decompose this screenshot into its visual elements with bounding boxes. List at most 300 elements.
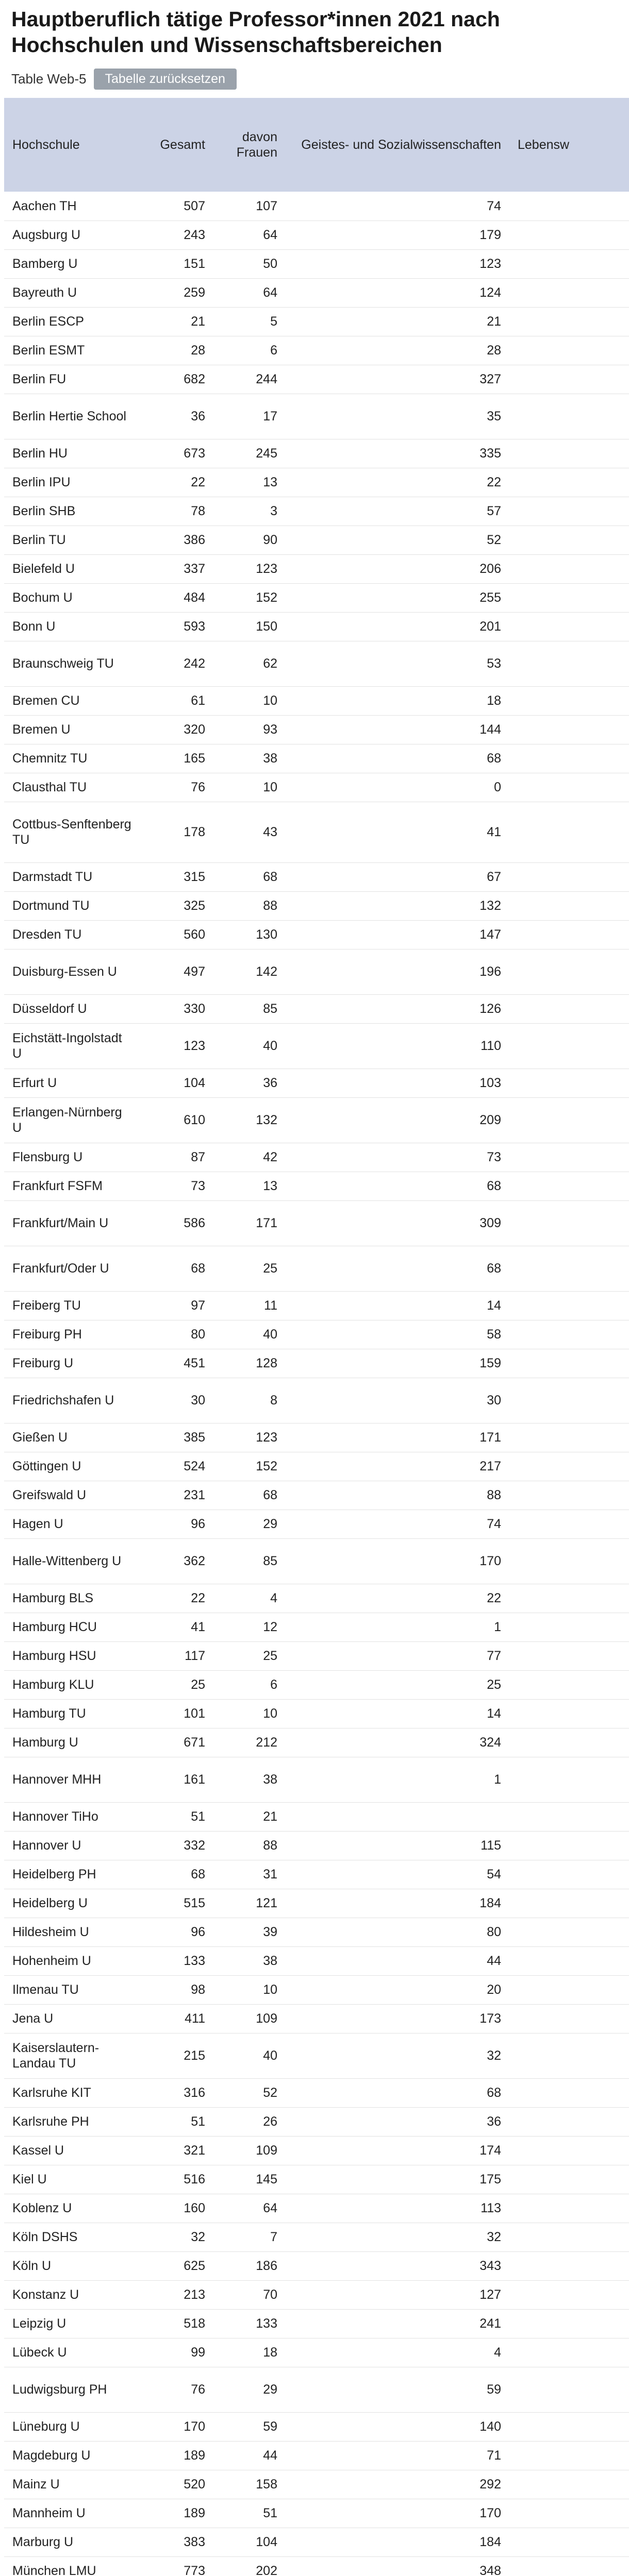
column-header-frauen[interactable]: davon Frauen bbox=[213, 98, 286, 192]
cell-geistes-sozial: 292 bbox=[286, 2470, 509, 2499]
cell-gesamt: 22 bbox=[141, 1584, 213, 1613]
cell-gesamt: 213 bbox=[141, 2280, 213, 2309]
table-row bbox=[4, 2338, 629, 2367]
cell-hochschule: Kiel U bbox=[4, 2165, 141, 2194]
cell-lebenswissenschaften bbox=[509, 1946, 629, 1975]
cell-geistes-sozial: 14 bbox=[286, 1291, 509, 1320]
cell-frauen: 12 bbox=[213, 1613, 286, 1641]
cell-hochschule: Berlin ESCP bbox=[4, 307, 141, 336]
cell-hochschule: Hohenheim U bbox=[4, 1946, 141, 1975]
cell-hochschule: Hamburg HCU bbox=[4, 1613, 141, 1641]
cell-geistes-sozial: 124 bbox=[286, 278, 509, 307]
cell-geistes-sozial: 0 bbox=[286, 773, 509, 802]
cell-frauen: 6 bbox=[213, 1670, 286, 1699]
cell-hochschule: Erlangen-Nürnberg U bbox=[4, 1097, 141, 1143]
cell-frauen: 104 bbox=[213, 2528, 286, 2556]
cell-geistes-sozial: 206 bbox=[286, 554, 509, 583]
cell-frauen: 21 bbox=[213, 1802, 286, 1831]
table-row bbox=[4, 2004, 629, 2033]
cell-hochschule: Mainz U bbox=[4, 2470, 141, 2499]
cell-frauen: 10 bbox=[213, 773, 286, 802]
cell-lebenswissenschaften bbox=[509, 336, 629, 365]
cell-gesamt: 80 bbox=[141, 1320, 213, 1349]
table-row bbox=[4, 583, 629, 612]
cell-geistes-sozial: 196 bbox=[286, 949, 509, 994]
cell-frauen: 26 bbox=[213, 2107, 286, 2136]
cell-geistes-sozial: 144 bbox=[286, 715, 509, 744]
cell-gesamt: 98 bbox=[141, 1975, 213, 2004]
cell-frauen: 59 bbox=[213, 2412, 286, 2441]
table-row bbox=[4, 1613, 629, 1641]
table-row bbox=[4, 1172, 629, 1200]
table-row bbox=[4, 1670, 629, 1699]
cell-gesamt: 51 bbox=[141, 2107, 213, 2136]
cell-gesamt: 451 bbox=[141, 1349, 213, 1378]
table-body bbox=[4, 192, 629, 2576]
cell-gesamt: 383 bbox=[141, 2528, 213, 2556]
table-meta bbox=[11, 66, 237, 92]
cell-hochschule: Leipzig U bbox=[4, 2309, 141, 2338]
cell-frauen: 64 bbox=[213, 2194, 286, 2223]
table-row bbox=[4, 221, 629, 249]
table-row bbox=[4, 2528, 629, 2556]
cell-frauen: 52 bbox=[213, 2078, 286, 2107]
cell-lebenswissenschaften bbox=[509, 2556, 629, 2576]
cell-frauen: 64 bbox=[213, 221, 286, 249]
table-row bbox=[4, 773, 629, 802]
cell-lebenswissenschaften bbox=[509, 686, 629, 715]
cell-hochschule: Friedrichshafen U bbox=[4, 1378, 141, 1423]
cell-frauen: 68 bbox=[213, 1481, 286, 1510]
cell-hochschule: Darmstadt TU bbox=[4, 862, 141, 891]
table-row bbox=[4, 526, 629, 554]
cell-geistes-sozial: 30 bbox=[286, 1378, 509, 1423]
table-row bbox=[4, 2033, 629, 2078]
cell-lebenswissenschaften bbox=[509, 2223, 629, 2251]
cell-hochschule: Bremen CU bbox=[4, 686, 141, 715]
table-row bbox=[4, 336, 629, 365]
cell-hochschule: Marburg U bbox=[4, 2528, 141, 2556]
cell-gesamt: 76 bbox=[141, 2367, 213, 2412]
cell-gesamt: 507 bbox=[141, 192, 213, 221]
cell-hochschule: Greifswald U bbox=[4, 1481, 141, 1510]
cell-gesamt: 671 bbox=[141, 1728, 213, 1757]
column-header-gesamt[interactable]: Gesamt bbox=[141, 98, 213, 192]
cell-geistes-sozial: 57 bbox=[286, 497, 509, 526]
cell-frauen: 212 bbox=[213, 1728, 286, 1757]
cell-frauen: 10 bbox=[213, 1699, 286, 1728]
cell-frauen: 132 bbox=[213, 1097, 286, 1143]
cell-lebenswissenschaften bbox=[509, 2338, 629, 2367]
cell-lebenswissenschaften bbox=[509, 1481, 629, 1510]
cell-gesamt: 215 bbox=[141, 2033, 213, 2078]
cell-hochschule: Bonn U bbox=[4, 612, 141, 641]
column-header-hochschule[interactable]: Hochschule bbox=[4, 98, 141, 192]
table-row bbox=[4, 2223, 629, 2251]
cell-gesamt: 101 bbox=[141, 1699, 213, 1728]
cell-frauen: 43 bbox=[213, 802, 286, 862]
cell-hochschule: Berlin IPU bbox=[4, 468, 141, 497]
cell-gesamt: 76 bbox=[141, 773, 213, 802]
cell-lebenswissenschaften bbox=[509, 1200, 629, 1246]
cell-hochschule: Freiburg U bbox=[4, 1349, 141, 1378]
cell-lebenswissenschaften bbox=[509, 1889, 629, 1918]
table-row bbox=[4, 1831, 629, 1860]
cell-gesamt: 97 bbox=[141, 1291, 213, 1320]
cell-lebenswissenschaften bbox=[509, 2367, 629, 2412]
cell-hochschule: Heidelberg U bbox=[4, 1889, 141, 1918]
table-label: Table Web-5 bbox=[11, 71, 87, 87]
table-row bbox=[4, 278, 629, 307]
cell-geistes-sozial: 52 bbox=[286, 526, 509, 554]
cell-gesamt: 385 bbox=[141, 1423, 213, 1452]
table-row bbox=[4, 2251, 629, 2280]
cell-frauen: 150 bbox=[213, 612, 286, 641]
cell-hochschule: München LMU bbox=[4, 2556, 141, 2576]
cell-lebenswissenschaften bbox=[509, 1699, 629, 1728]
cell-hochschule: Frankfurt FSFM bbox=[4, 1172, 141, 1200]
cell-geistes-sozial: 77 bbox=[286, 1641, 509, 1670]
table-row bbox=[4, 2280, 629, 2309]
cell-lebenswissenschaften bbox=[509, 1143, 629, 1172]
cell-frauen: 4 bbox=[213, 1584, 286, 1613]
table-row bbox=[4, 2556, 629, 2576]
cell-frauen: 145 bbox=[213, 2165, 286, 2194]
cell-hochschule: Freiburg PH bbox=[4, 1320, 141, 1349]
cell-gesamt: 518 bbox=[141, 2309, 213, 2338]
cell-lebenswissenschaften bbox=[509, 1023, 629, 1069]
cell-hochschule: Clausthal TU bbox=[4, 773, 141, 802]
cell-gesamt: 586 bbox=[141, 1200, 213, 1246]
cell-hochschule: Augsburg U bbox=[4, 221, 141, 249]
cell-geistes-sozial: 68 bbox=[286, 1246, 509, 1291]
cell-hochschule: Cottbus-Senftenberg TU bbox=[4, 802, 141, 862]
cell-geistes-sozial: 110 bbox=[286, 1023, 509, 1069]
cell-gesamt: 243 bbox=[141, 221, 213, 249]
table-row bbox=[4, 1143, 629, 1172]
cell-geistes-sozial: 36 bbox=[286, 2107, 509, 2136]
cell-hochschule: Halle-Wittenberg U bbox=[4, 1538, 141, 1584]
cell-gesamt: 21 bbox=[141, 307, 213, 336]
cell-geistes-sozial: 68 bbox=[286, 744, 509, 773]
table-row bbox=[4, 1946, 629, 1975]
cell-gesamt: 337 bbox=[141, 554, 213, 583]
column-header-geistes-sozial[interactable]: Geistes- und Sozialwissenschaften bbox=[286, 98, 509, 192]
cell-hochschule: Duisburg-Essen U bbox=[4, 949, 141, 994]
cell-gesamt: 610 bbox=[141, 1097, 213, 1143]
cell-gesamt: 330 bbox=[141, 994, 213, 1023]
cell-geistes-sozial: 241 bbox=[286, 2309, 509, 2338]
cell-frauen: 244 bbox=[213, 365, 286, 394]
cell-hochschule: Berlin FU bbox=[4, 365, 141, 394]
table-row bbox=[4, 1584, 629, 1613]
table-row bbox=[4, 2309, 629, 2338]
cell-gesamt: 178 bbox=[141, 802, 213, 862]
cell-frauen: 62 bbox=[213, 641, 286, 686]
cell-hochschule: Braunschweig TU bbox=[4, 641, 141, 686]
cell-gesamt: 51 bbox=[141, 1802, 213, 1831]
table-row bbox=[4, 2078, 629, 2107]
cell-frauen: 10 bbox=[213, 1975, 286, 2004]
cell-frauen: 31 bbox=[213, 1860, 286, 1889]
cell-hochschule: Heidelberg PH bbox=[4, 1860, 141, 1889]
cell-lebenswissenschaften bbox=[509, 1452, 629, 1481]
cell-gesamt: 78 bbox=[141, 497, 213, 526]
cell-lebenswissenschaften bbox=[509, 2441, 629, 2470]
table-row bbox=[4, 2107, 629, 2136]
table-row bbox=[4, 1023, 629, 1069]
cell-frauen: 10 bbox=[213, 686, 286, 715]
cell-geistes-sozial: 324 bbox=[286, 1728, 509, 1757]
cell-gesamt: 520 bbox=[141, 2470, 213, 2499]
table-row bbox=[4, 1802, 629, 1831]
cell-lebenswissenschaften bbox=[509, 1172, 629, 1200]
cell-hochschule: Erfurt U bbox=[4, 1069, 141, 1097]
cell-geistes-sozial: 123 bbox=[286, 249, 509, 278]
cell-hochschule: Berlin TU bbox=[4, 526, 141, 554]
cell-hochschule: Berlin ESMT bbox=[4, 336, 141, 365]
table-row bbox=[4, 1246, 629, 1291]
cell-hochschule: Dresden TU bbox=[4, 920, 141, 949]
cell-gesamt: 593 bbox=[141, 612, 213, 641]
cell-geistes-sozial: 88 bbox=[286, 1481, 509, 1510]
cell-lebenswissenschaften bbox=[509, 278, 629, 307]
cell-hochschule: Bochum U bbox=[4, 583, 141, 612]
cell-gesamt: 325 bbox=[141, 891, 213, 920]
cell-gesamt: 117 bbox=[141, 1641, 213, 1670]
cell-hochschule: Jena U bbox=[4, 2004, 141, 2033]
cell-gesamt: 68 bbox=[141, 1246, 213, 1291]
cell-frauen: 158 bbox=[213, 2470, 286, 2499]
reset-table-button[interactable]: Tabelle zurücksetzen bbox=[94, 69, 237, 90]
cell-geistes-sozial: 22 bbox=[286, 1584, 509, 1613]
cell-hochschule: Hamburg TU bbox=[4, 1699, 141, 1728]
cell-frauen: 51 bbox=[213, 2499, 286, 2528]
table-row bbox=[4, 715, 629, 744]
cell-geistes-sozial: 103 bbox=[286, 1069, 509, 1097]
cell-gesamt: 682 bbox=[141, 365, 213, 394]
cell-frauen: 40 bbox=[213, 1320, 286, 1349]
cell-frauen: 3 bbox=[213, 497, 286, 526]
cell-gesamt: 170 bbox=[141, 2412, 213, 2441]
cell-frauen: 202 bbox=[213, 2556, 286, 2576]
cell-frauen: 39 bbox=[213, 1918, 286, 1946]
cell-frauen: 142 bbox=[213, 949, 286, 994]
cell-frauen: 128 bbox=[213, 1349, 286, 1378]
cell-frauen: 85 bbox=[213, 1538, 286, 1584]
cell-frauen: 44 bbox=[213, 2441, 286, 2470]
table-row bbox=[4, 1728, 629, 1757]
cell-lebenswissenschaften bbox=[509, 2107, 629, 2136]
cell-geistes-sozial: 22 bbox=[286, 468, 509, 497]
cell-frauen: 64 bbox=[213, 278, 286, 307]
cell-hochschule: Kassel U bbox=[4, 2136, 141, 2165]
table-container[interactable] bbox=[4, 98, 629, 2576]
cell-gesamt: 484 bbox=[141, 583, 213, 612]
cell-hochschule: Bielefeld U bbox=[4, 554, 141, 583]
cell-lebenswissenschaften bbox=[509, 1069, 629, 1097]
cell-gesamt: 560 bbox=[141, 920, 213, 949]
cell-geistes-sozial: 201 bbox=[286, 612, 509, 641]
table-row bbox=[4, 2194, 629, 2223]
table-row bbox=[4, 1423, 629, 1452]
cell-geistes-sozial: 59 bbox=[286, 2367, 509, 2412]
cell-geistes-sozial: 184 bbox=[286, 1889, 509, 1918]
cell-hochschule: Eichstätt-Ingolstadt U bbox=[4, 1023, 141, 1069]
cell-hochschule: Frankfurt/Oder U bbox=[4, 1246, 141, 1291]
column-header-lebenswissenschaften[interactable]: Lebensw bbox=[509, 98, 629, 192]
cell-geistes-sozial: 309 bbox=[286, 1200, 509, 1246]
cell-frauen: 40 bbox=[213, 2033, 286, 2078]
cell-geistes-sozial: 44 bbox=[286, 1946, 509, 1975]
cell-frauen: 18 bbox=[213, 2338, 286, 2367]
table-row bbox=[4, 2136, 629, 2165]
table-row bbox=[4, 307, 629, 336]
cell-geistes-sozial: 209 bbox=[286, 1097, 509, 1143]
cell-lebenswissenschaften bbox=[509, 891, 629, 920]
cell-frauen: 13 bbox=[213, 1172, 286, 1200]
cell-frauen: 109 bbox=[213, 2136, 286, 2165]
cell-lebenswissenschaften bbox=[509, 1613, 629, 1641]
cell-lebenswissenschaften bbox=[509, 221, 629, 249]
cell-geistes-sozial: 171 bbox=[286, 1423, 509, 1452]
cell-gesamt: 189 bbox=[141, 2499, 213, 2528]
cell-hochschule: Karlsruhe KIT bbox=[4, 2078, 141, 2107]
cell-hochschule: Bremen U bbox=[4, 715, 141, 744]
table-row bbox=[4, 1481, 629, 1510]
cell-lebenswissenschaften bbox=[509, 2412, 629, 2441]
cell-geistes-sozial: 1 bbox=[286, 1613, 509, 1641]
cell-frauen: 130 bbox=[213, 920, 286, 949]
cell-geistes-sozial: 126 bbox=[286, 994, 509, 1023]
cell-lebenswissenschaften bbox=[509, 439, 629, 468]
cell-geistes-sozial: 179 bbox=[286, 221, 509, 249]
cell-hochschule: Hamburg HSU bbox=[4, 1641, 141, 1670]
cell-geistes-sozial: 174 bbox=[286, 2136, 509, 2165]
cell-gesamt: 673 bbox=[141, 439, 213, 468]
cell-geistes-sozial: 175 bbox=[286, 2165, 509, 2194]
cell-lebenswissenschaften bbox=[509, 2528, 629, 2556]
cell-gesamt: 386 bbox=[141, 526, 213, 554]
cell-gesamt: 30 bbox=[141, 1378, 213, 1423]
cell-lebenswissenschaften bbox=[509, 497, 629, 526]
cell-lebenswissenschaften bbox=[509, 1975, 629, 2004]
cell-lebenswissenschaften bbox=[509, 2251, 629, 2280]
cell-frauen: 25 bbox=[213, 1246, 286, 1291]
cell-frauen: 7 bbox=[213, 2223, 286, 2251]
cell-hochschule: Hannover U bbox=[4, 1831, 141, 1860]
cell-geistes-sozial: 73 bbox=[286, 1143, 509, 1172]
cell-frauen: 123 bbox=[213, 1423, 286, 1452]
cell-gesamt: 259 bbox=[141, 278, 213, 307]
table-row bbox=[4, 1757, 629, 1802]
cell-geistes-sozial: 74 bbox=[286, 1510, 509, 1538]
cell-lebenswissenschaften bbox=[509, 1860, 629, 1889]
table-row bbox=[4, 802, 629, 862]
cell-gesamt: 36 bbox=[141, 394, 213, 439]
cell-geistes-sozial: 147 bbox=[286, 920, 509, 949]
cell-gesamt: 316 bbox=[141, 2078, 213, 2107]
table-row bbox=[4, 1699, 629, 1728]
table-row bbox=[4, 994, 629, 1023]
table-row bbox=[4, 1452, 629, 1481]
cell-frauen: 85 bbox=[213, 994, 286, 1023]
cell-frauen: 38 bbox=[213, 744, 286, 773]
cell-geistes-sozial: 255 bbox=[286, 583, 509, 612]
cell-lebenswissenschaften bbox=[509, 249, 629, 278]
cell-geistes-sozial: 20 bbox=[286, 1975, 509, 2004]
cell-gesamt: 99 bbox=[141, 2338, 213, 2367]
table-row bbox=[4, 2165, 629, 2194]
cell-lebenswissenschaften bbox=[509, 715, 629, 744]
table-row bbox=[4, 2412, 629, 2441]
cell-geistes-sozial: 21 bbox=[286, 307, 509, 336]
cell-gesamt: 189 bbox=[141, 2441, 213, 2470]
table-row bbox=[4, 949, 629, 994]
cell-geistes-sozial: 115 bbox=[286, 1831, 509, 1860]
cell-hochschule: Hildesheim U bbox=[4, 1918, 141, 1946]
cell-lebenswissenschaften bbox=[509, 2194, 629, 2223]
table-row bbox=[4, 744, 629, 773]
cell-gesamt: 625 bbox=[141, 2251, 213, 2280]
cell-hochschule: Aachen TH bbox=[4, 192, 141, 221]
cell-geistes-sozial: 41 bbox=[286, 802, 509, 862]
cell-hochschule: Göttingen U bbox=[4, 1452, 141, 1481]
cell-gesamt: 362 bbox=[141, 1538, 213, 1584]
cell-geistes-sozial: 4 bbox=[286, 2338, 509, 2367]
table-row bbox=[4, 1860, 629, 1889]
cell-frauen: 109 bbox=[213, 2004, 286, 2033]
table-row bbox=[4, 2367, 629, 2412]
table-row bbox=[4, 641, 629, 686]
table-row bbox=[4, 2499, 629, 2528]
cell-geistes-sozial: 132 bbox=[286, 891, 509, 920]
cell-hochschule: Ilmenau TU bbox=[4, 1975, 141, 2004]
cell-lebenswissenschaften bbox=[509, 1918, 629, 1946]
cell-geistes-sozial: 74 bbox=[286, 192, 509, 221]
cell-geistes-sozial: 113 bbox=[286, 2194, 509, 2223]
cell-lebenswissenschaften bbox=[509, 1291, 629, 1320]
cell-frauen: 121 bbox=[213, 1889, 286, 1918]
table-row bbox=[4, 1069, 629, 1097]
cell-lebenswissenschaften bbox=[509, 994, 629, 1023]
cell-geistes-sozial bbox=[286, 1802, 509, 1831]
cell-hochschule: Ludwigsburg PH bbox=[4, 2367, 141, 2412]
cell-lebenswissenschaften bbox=[509, 307, 629, 336]
table-row bbox=[4, 612, 629, 641]
cell-lebenswissenschaften bbox=[509, 2136, 629, 2165]
cell-gesamt: 32 bbox=[141, 2223, 213, 2251]
cell-gesamt: 497 bbox=[141, 949, 213, 994]
cell-lebenswissenschaften bbox=[509, 2078, 629, 2107]
table-row bbox=[4, 439, 629, 468]
cell-gesamt: 160 bbox=[141, 2194, 213, 2223]
cell-frauen: 50 bbox=[213, 249, 286, 278]
cell-frauen: 123 bbox=[213, 554, 286, 583]
cell-geistes-sozial: 184 bbox=[286, 2528, 509, 2556]
cell-frauen: 38 bbox=[213, 1946, 286, 1975]
cell-geistes-sozial: 35 bbox=[286, 394, 509, 439]
table-header-row bbox=[4, 98, 629, 192]
cell-geistes-sozial: 54 bbox=[286, 1860, 509, 1889]
cell-frauen: 42 bbox=[213, 1143, 286, 1172]
table-row bbox=[4, 686, 629, 715]
cell-geistes-sozial: 80 bbox=[286, 1918, 509, 1946]
table-row bbox=[4, 1975, 629, 2004]
cell-lebenswissenschaften bbox=[509, 2499, 629, 2528]
cell-gesamt: 332 bbox=[141, 1831, 213, 1860]
cell-gesamt: 41 bbox=[141, 1613, 213, 1641]
